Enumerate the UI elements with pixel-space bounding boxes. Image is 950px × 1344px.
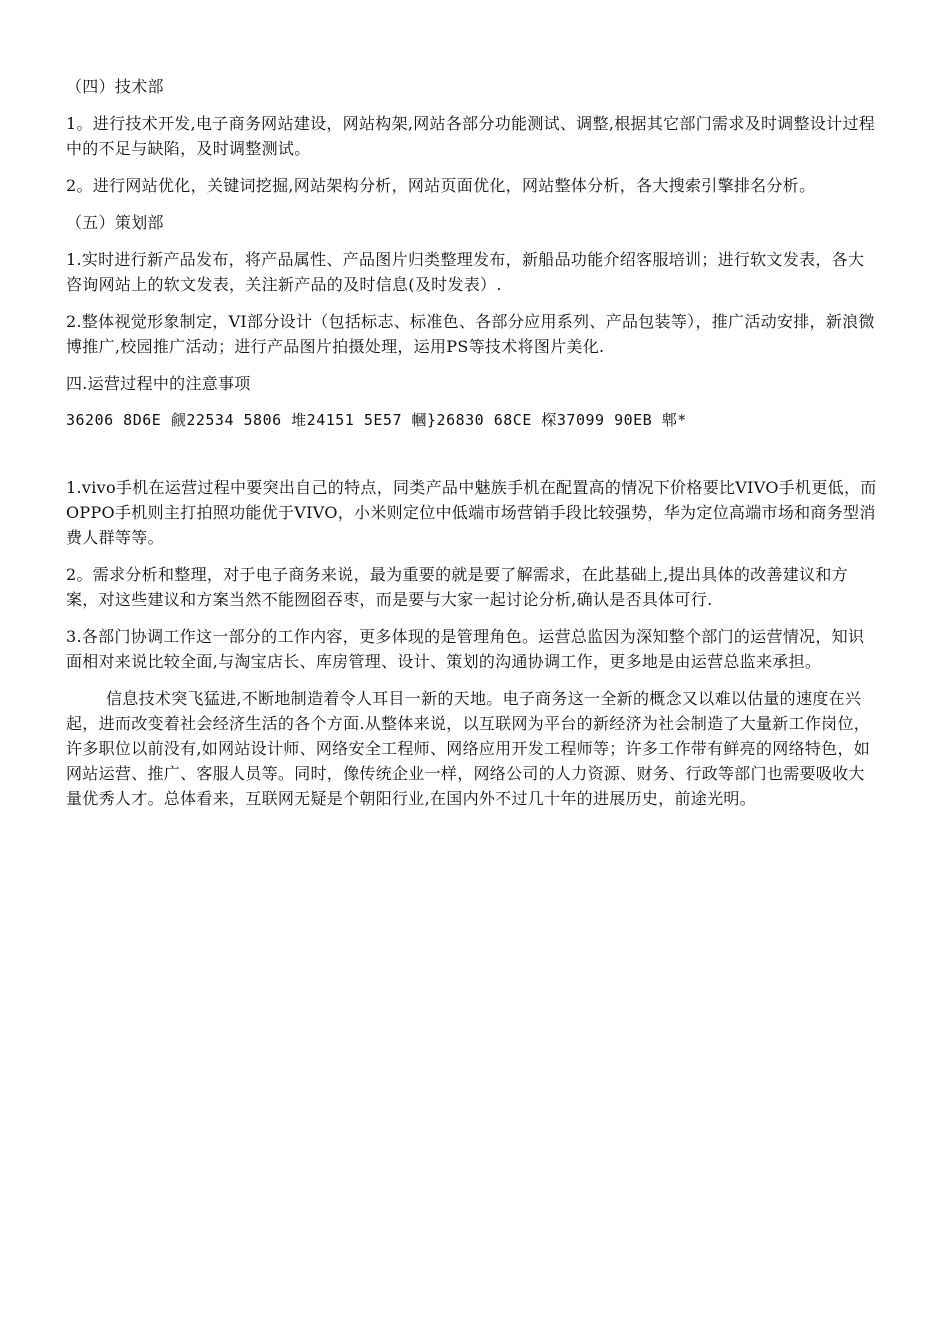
paragraph-closing: 信息技术突飞猛进,不断地制造着令人耳目一新的天地。电子商务这一全新的概念又以难以估量的速度在兴起，进而改变着社会经济生活的各个方面.从整体来说，以互联网为平台的新经济为社会制造了大量新工作岗位，许多职位以前没有,如网站设计师、网络安全工程师、网络应用开发工程师等；许多工作带有鲜亮的网络特色，如网站运营、推广、客服人员等。同时，像传统企业一样，网络公司的人力资源、财务、行政等部门也需要吸收大量优秀人才。总体看来，互联网无疑是个朝阳行业,在国内外不过几十年的进展历史，前途光明。 bbox=[66, 689, 871, 808]
paragraph-planning-2: 2.整体视觉形象制定，VI部分设计（包括标志、标准色、各部分应用系列、产品包装等），推广活动安排，新浪微博推广,校园推广活动；进行产品图片拍摄处理，运用PS等技术将图片美化. bbox=[66, 312, 875, 356]
paragraph-notes-1: 1.vivo手机在运营过程中要突出自己的特点，同类产品中魅族手机在配置高的情况下价格要比VIVO手机更低，而OPPO手机则主打拍照功能优于VIVO，小米则定位中低端市场营销手段比较强势，华为定位高端市场和商务型消费人群等等。 bbox=[66, 478, 877, 547]
paragraph-planning-1: 1.实时进行新产品发布，将产品属性、产品图片归类整理发布，新船品功能介绍客服培训；进行软文发表，各大咨询网站上的软文发表，关注新产品的及时信息(及时发表）. bbox=[66, 250, 865, 294]
paragraph-tech-2: 2。进行网站优化，关键词挖掘,网站架构分析，网站页面优化，网站整体分析，各大搜索引擎排名分析。 bbox=[66, 176, 816, 195]
paragraph-notes-2: 2。需求分析和整理，对于电子商务来说，最为重要的就是要了解需求，在此基础上,提出具体的改善建议和方案，对这些建议和方案当然不能囫囵吞枣，而是要与大家一起讨论分析,确认是否具体可行. bbox=[66, 565, 848, 609]
section-heading-planning: （五）策划部 bbox=[66, 213, 164, 232]
section-heading-tech: （四）技术部 bbox=[66, 77, 164, 96]
paragraph-notes-3: 3.各部门协调工作这一部分的工作内容，更多体现的是管理角色。运营总监因为深知整个部门的运营情况，知识面相对来说比较全面,与淘宝店长、库房管理、设计、策划的沟通协调工作，更多地是由运营总监来承担。 bbox=[66, 627, 865, 671]
document-body bbox=[66, 74, 880, 823]
paragraph-tech-1: 1。进行技术开发,电子商务网站建设，网站构架,网站各部分功能测试、调整,根据其它部门需求及时调整设计过程中的不足与缺陷，及时调整测试。 bbox=[66, 114, 876, 158]
code-line: 36206 8D6E 觎22534 5806 堆24151 5E57 幗}26830 68CE 棎37099 90EB 郫* bbox=[66, 411, 687, 429]
section-heading-notes: 四.运营过程中的注意事项 bbox=[66, 374, 251, 393]
